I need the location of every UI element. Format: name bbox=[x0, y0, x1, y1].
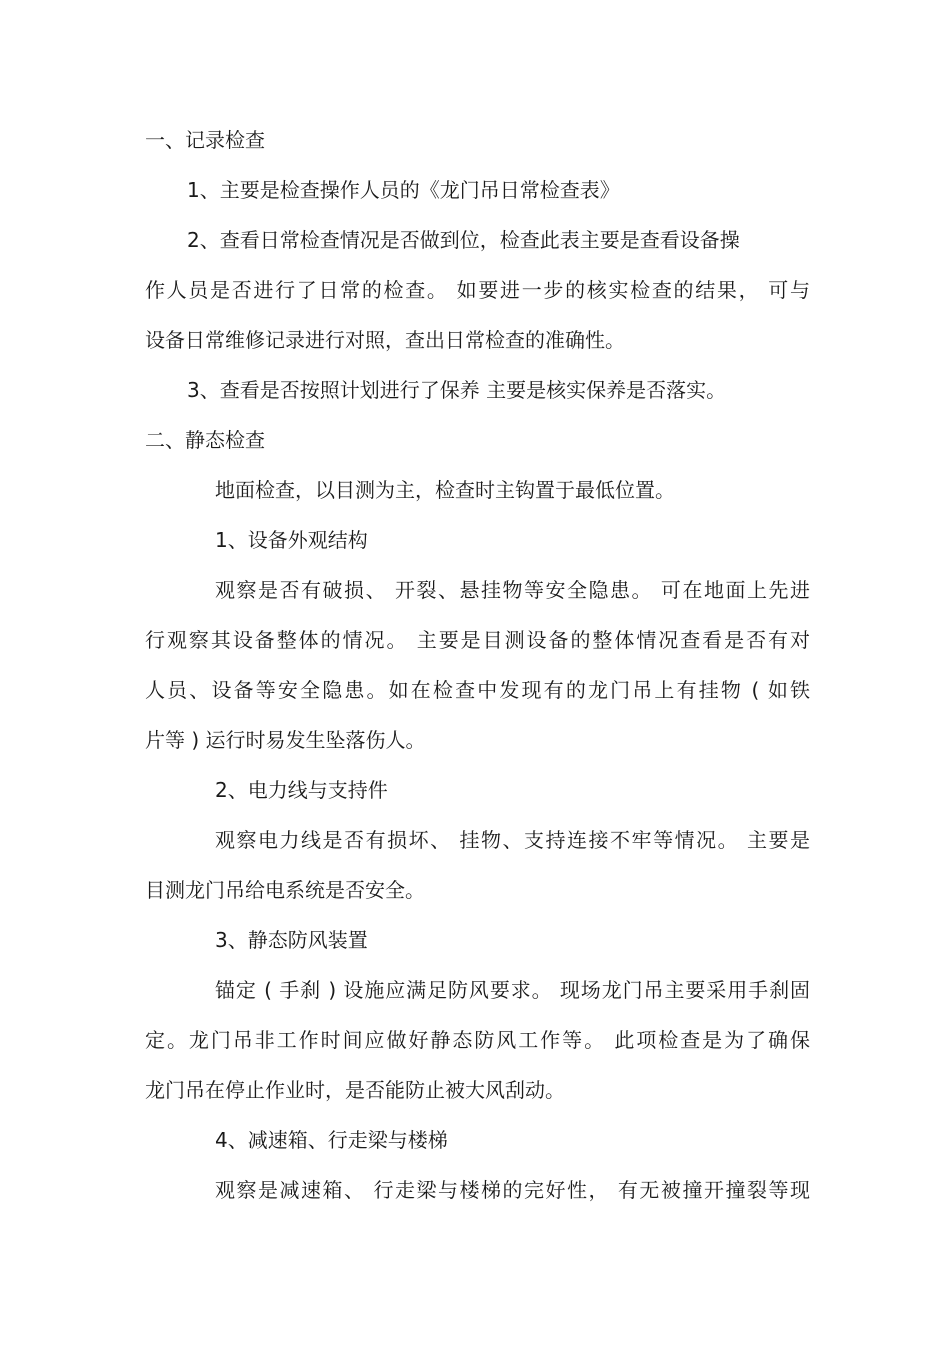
paragraph-line: 龙门吊在停止作业时，是否能防止被大风刮动。 bbox=[145, 1078, 565, 1102]
paragraph-line: 片等 ) 运行时易发生坠落伤人。 bbox=[145, 728, 426, 752]
subheading-line: 2、电力线与支持件 bbox=[215, 778, 388, 802]
paragraph-line: 作人员是否进行了日常的检查。 如要进一步的核实检查的结果， 可与 bbox=[145, 278, 810, 302]
subheading-line: 1、设备外观结构 bbox=[215, 528, 368, 552]
paragraph-line: 观察是否有破损、 开裂、悬挂物等安全隐患。 可在地面上先进 bbox=[215, 578, 810, 602]
paragraph-line: 观察是减速箱、 行走梁与楼梯的完好性， 有无被撞开撞裂等现 bbox=[215, 1178, 810, 1202]
paragraph-line: 1、主要是检查操作人员的《龙门吊日常检查表》 bbox=[187, 178, 620, 202]
paragraph-line: 2、查看日常检查情况是否做到位，检查此表主要是查看设备操 bbox=[187, 228, 740, 252]
paragraph-line: 3、查看是否按照计划进行了保养 主要是核实保养是否落实。 bbox=[187, 378, 727, 402]
paragraph-line: 地面检查，以目测为主，检查时主钩置于最低位置。 bbox=[215, 478, 675, 502]
paragraph-line: 目测龙门吊给电系统是否安全。 bbox=[145, 878, 425, 902]
section-heading-static-check: 二、静态检查 bbox=[145, 428, 265, 452]
paragraph-line: 定。龙门吊非工作时间应做好静态防风工作等。 此项检查是为了确保 bbox=[145, 1028, 810, 1052]
paragraph-line: 行观察其设备整体的情况。 主要是目测设备的整体情况查看是否有对 bbox=[145, 628, 810, 652]
section-heading-record-check: 一、记录检查 bbox=[145, 128, 265, 152]
subheading-line: 4、减速箱、行走梁与楼梯 bbox=[215, 1128, 448, 1152]
paragraph-line: 人员、设备等安全隐患。如在检查中发现有的龙门吊上有挂物 ( 如铁 bbox=[145, 678, 810, 702]
paragraph-line: 观察电力线是否有损坏、 挂物、支持连接不牢等情况。 主要是 bbox=[215, 828, 810, 852]
paragraph-line: 设备日常维修记录进行对照，查出日常检查的准确性。 bbox=[145, 328, 625, 352]
paragraph-line: 锚定 ( 手刹 ) 设施应满足防风要求。 现场龙门吊主要采用手刹固 bbox=[215, 978, 810, 1002]
subheading-line: 3、静态防风装置 bbox=[215, 928, 368, 952]
